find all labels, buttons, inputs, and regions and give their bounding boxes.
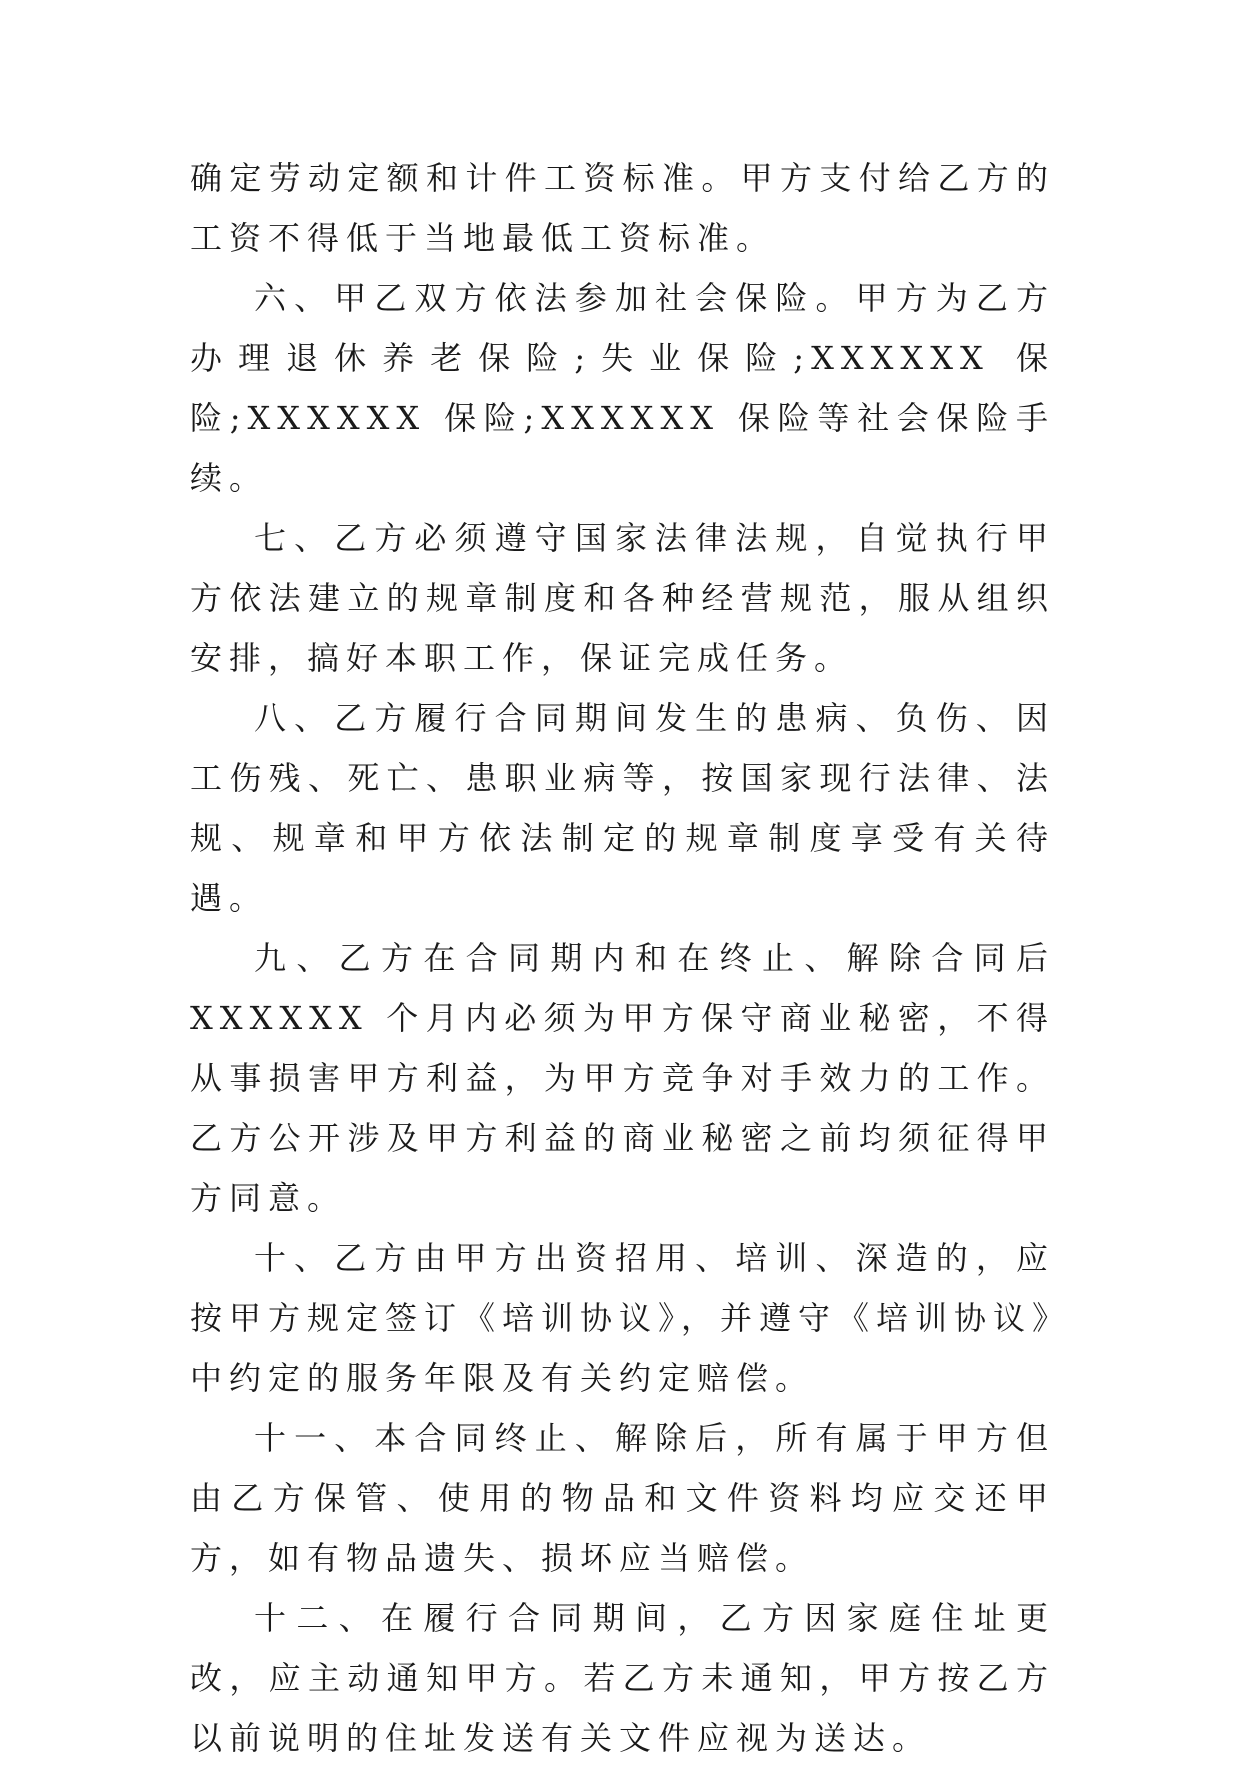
paragraph-clause-7-compliance: 七、乙方必须遵守国家法律法规，自觉执行甲方依法建立的规章制度和各种经营规范，服从组织安排，搞好本职工作，保证完成任务。: [190, 519, 1055, 677]
document-body: [190, 148, 1055, 1768]
paragraph-clause-12-address-change: 十二、在履行合同期间，乙方因家庭住址更改，应主动通知甲方。若乙方未通知，甲方按乙方以前说明的住址发送有关文件应视为送达。: [190, 1599, 1055, 1757]
paragraph-wage-standard: 确定劳动定额和计件工资标准。甲方支付给乙方的工资不得低于当地最低工资标准。: [190, 159, 1055, 257]
paragraph-clause-9-trade-secrets: 九、乙方在合同期内和在终止、解除合同后 XXXXXX 个月内必须为甲方保守商业秘密，不得从事损害甲方利益，为甲方竞争对手效力的工作。乙方公开涉及甲方利益的商业秘密之前均须征得甲方同意。: [190, 939, 1055, 1217]
paragraph-clause-6-social-insurance: 六、甲乙双方依法参加社会保险。甲方为乙方办理退休养老保险;失业保险;XXXXXX 保险;XXXXXX 保险;XXXXXX 保险等社会保险手续。: [190, 279, 1055, 497]
paragraph-clause-11-return-property: 十一、本合同终止、解除后，所有属于甲方但由乙方保管、使用的物品和文件资料均应交还甲方，如有物品遗失、损坏应当赔偿。: [190, 1419, 1055, 1577]
paragraph-clause-8-injury-treatment: 八、乙方履行合同期间发生的患病、负伤、因工伤残、死亡、患职业病等，按国家现行法律、法规、规章和甲方依法制定的规章制度享受有关待遇。: [190, 699, 1055, 917]
paragraph-clause-10-training: 十、乙方由甲方出资招用、培训、深造的，应按甲方规定签订《培训协议》，并遵守《培训协议》中约定的服务年限及有关约定赔偿。: [190, 1239, 1056, 1397]
